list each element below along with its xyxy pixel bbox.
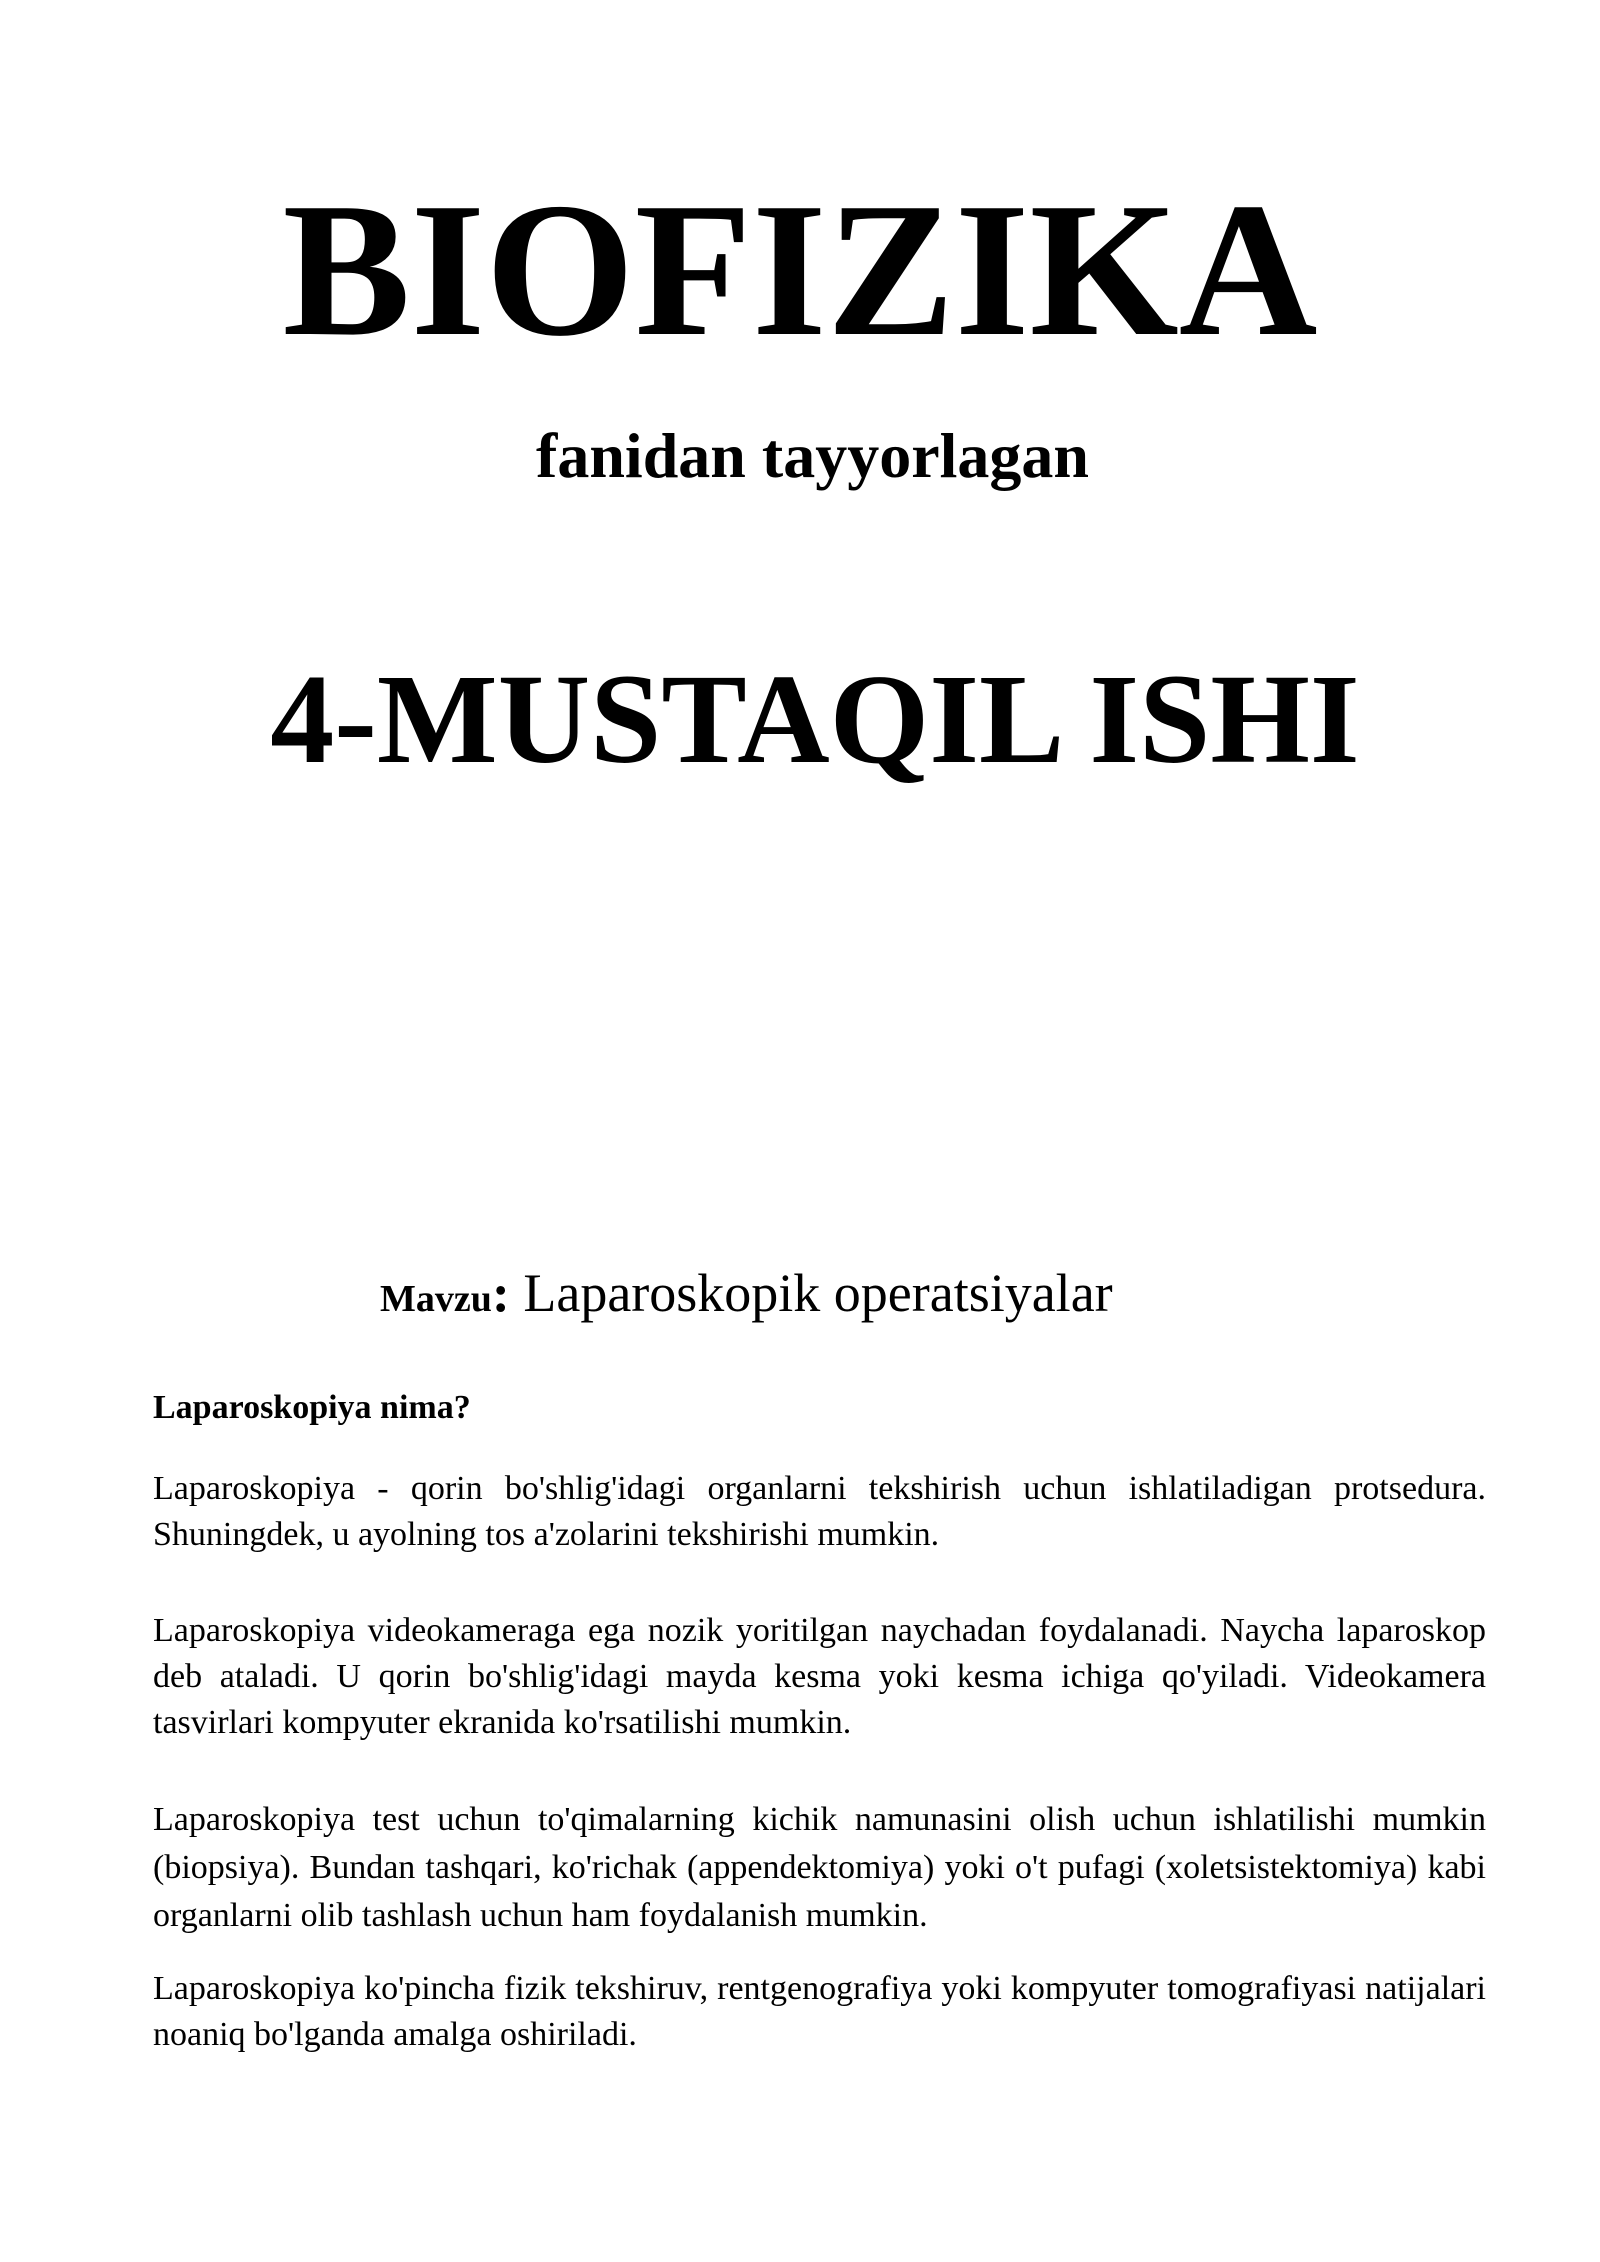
paragraph-1: Laparoskopiya - qorin bo'shlig'idagi organlarni tekshirish uchun ishlatiladigan protsedura. Shuningdek, u ayolning tos a'zolarini tekshirishi mumkin. — [153, 1470, 1486, 1553]
topic-label: Mavzu — [380, 1278, 492, 1320]
topic-colon: : — [491, 1263, 510, 1323]
work-title: 4-MUSTAQIL ISHI — [270, 648, 1360, 790]
document-title: BIOFIZIKA — [282, 163, 1318, 376]
topic-line — [380, 1258, 1113, 1334]
topic-value: Laparoskopik operatsiyalar — [509, 1263, 1113, 1323]
paragraph-4: Laparoskopiya ko'pincha fizik tekshiruv, rentgenografiya yoki kompyuter tomografiyasi natijalari noaniq bo'lganda amalga oshiriladi. — [153, 1970, 1486, 2053]
paragraph-3: Laparoskopiya test uchun to'qimalarning kichik namunasini olish uchun ishlatilishi mumkin (biopsiya). Bundan tashqari, ko'richak (appendektomiya) yoki o't pufagi (xoletsistektomiya) kabi organlarni olib tashlash uchun ham foydalanish mumkin. — [153, 1801, 1486, 1934]
document-body — [153, 1384, 1486, 2058]
paragraph-2: Laparoskopiya videokameraga ega nozik yoritilgan naychadan foydalanadi. Naycha laparoskop deb ataladi. U qorin bo'shlig'idagi mayda kesma yoki kesma ichiga qo'yiladi. Videokamera tasvirlari kompyuter ekranida ko'rsatilishi mumkin. — [153, 1612, 1486, 1741]
document-subtitle: fanidan tayyorlagan — [536, 420, 1089, 491]
section-heading: Laparoskopiya nima? — [153, 1389, 471, 1426]
